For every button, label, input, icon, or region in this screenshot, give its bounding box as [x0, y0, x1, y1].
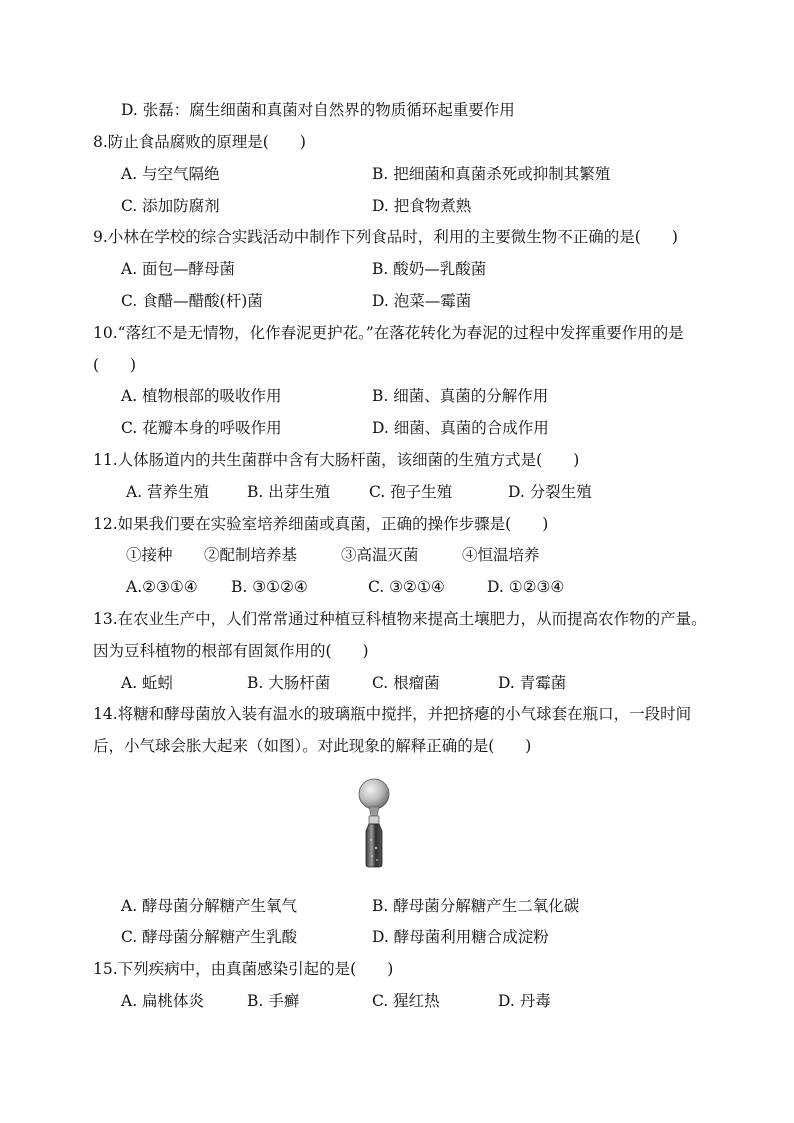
- q10-option-a: A. 植物根部的吸收作用: [121, 387, 282, 405]
- q11-option-d: D. 分裂生殖: [508, 483, 592, 501]
- q15-option-c: C. 猩红热: [372, 992, 440, 1010]
- q13-option-d: D. 青霉菌: [498, 674, 567, 692]
- q11-option-c: C. 孢子生殖: [369, 483, 453, 501]
- q13-option-a: A. 蚯蚓: [121, 674, 174, 692]
- q13-option-b: B. 大肠杆菌: [247, 674, 331, 692]
- q12-option-c: C. ③②①④: [368, 578, 445, 596]
- q15-option-a: A. 扁桃体炎: [121, 992, 205, 1010]
- q11-option-a: A. 营养生殖: [126, 483, 210, 501]
- q14-option-a: A. 酵母菌分解糖产生氧气: [121, 897, 298, 915]
- q11-stem: 11.人体肠道内的共生菌群中含有大肠杆菌，该细菌的生殖方式是( ): [93, 451, 580, 469]
- q9-option-c: C. 食醋—醋酸(杆)菌: [121, 292, 263, 310]
- q12-option-a: A.②③①④: [126, 578, 198, 596]
- q8-stem: 8.防止食品腐败的原理是( ): [93, 133, 306, 151]
- q8-option-a: A. 与空气隔绝: [121, 165, 220, 183]
- q12-step-2: ②配制培养基: [204, 546, 298, 564]
- q8-option-b: B. 把细菌和真菌杀死或抑制其繁殖: [372, 165, 611, 183]
- q12-step-3: ③高温灭菌: [341, 546, 419, 564]
- q9-stem: 9.小林在学校的综合实践活动中制作下列食品时，利用的主要微生物不正确的是( ): [93, 228, 678, 246]
- q14-option-d: D. 酵母菌利用糖合成淀粉: [372, 928, 549, 946]
- q12-option-d: D. ①②③④: [487, 578, 565, 596]
- q14-stem: 14.将糖和酵母菌放入装有温水的玻璃瓶中搅拌，并把挤瘪的小气球套在瓶口，一段时间: [93, 705, 692, 723]
- q9-option-d: D. 泡菜—霉菌: [372, 292, 472, 310]
- q10-stem-continued: ( ): [93, 356, 137, 374]
- q14-option-b: B. 酵母菌分解糖产生二氧化碳: [372, 897, 580, 915]
- balloon-bottle-figure: [354, 778, 394, 868]
- balloon-shape: [359, 779, 389, 809]
- q15-option-b: B. 手癣: [247, 992, 300, 1010]
- q8-option-d: D. 把食物煮熟: [372, 197, 472, 215]
- q10-option-d: D. 细菌、真菌的合成作用: [372, 419, 549, 437]
- q10-stem: 10.“落红不是无情物，化作春泥更护花。”在落花转化为春泥的过程中发挥重要作用的是: [93, 324, 684, 342]
- q13-stem: 13.在农业生产中，人们常常通过种植豆科植物来提高土壤肥力，从而提高农作物的产量。: [93, 610, 707, 628]
- q8-option-c: C. 添加防腐剂: [121, 197, 220, 215]
- q14-option-c: C. 酵母菌分解糖产生乳酸: [121, 928, 298, 946]
- q9-option-b: B. 酸奶—乳酸菌: [372, 260, 487, 278]
- q12-stem: 12.如果我们要在实验室培养细菌或真菌，正确的操作步骤是( ): [93, 515, 549, 533]
- q12-option-b: B. ③①②④: [231, 578, 308, 596]
- q9-option-a: A. 面包—酵母菌: [121, 260, 236, 278]
- q7-option-d: D. 张磊：腐生细菌和真菌对自然界的物质循环起重要作用: [121, 101, 515, 119]
- q13-option-c: C. 根瘤菌: [372, 674, 440, 692]
- q15-option-d: D. 丹毒: [498, 992, 551, 1010]
- q11-option-b: B. 出芽生殖: [247, 483, 331, 501]
- q10-option-b: B. 细菌、真菌的分解作用: [372, 387, 549, 405]
- bottle-neck: [369, 816, 379, 824]
- q10-option-c: C. 花瓣本身的呼吸作用: [121, 419, 282, 437]
- q14-stem-continued: 后，小气球会胀大起来（如图）。对此现象的解释正确的是( ): [93, 737, 532, 755]
- q13-stem-continued: 因为豆科植物的根部有固氮作用的( ): [93, 642, 369, 660]
- q12-step-1: ①接种: [126, 546, 173, 564]
- bottle-body: [366, 824, 382, 867]
- q12-step-4: ④恒温培养: [462, 546, 540, 564]
- q15-stem: 15.下列疾病中，由真菌感染引起的是( ): [93, 960, 394, 978]
